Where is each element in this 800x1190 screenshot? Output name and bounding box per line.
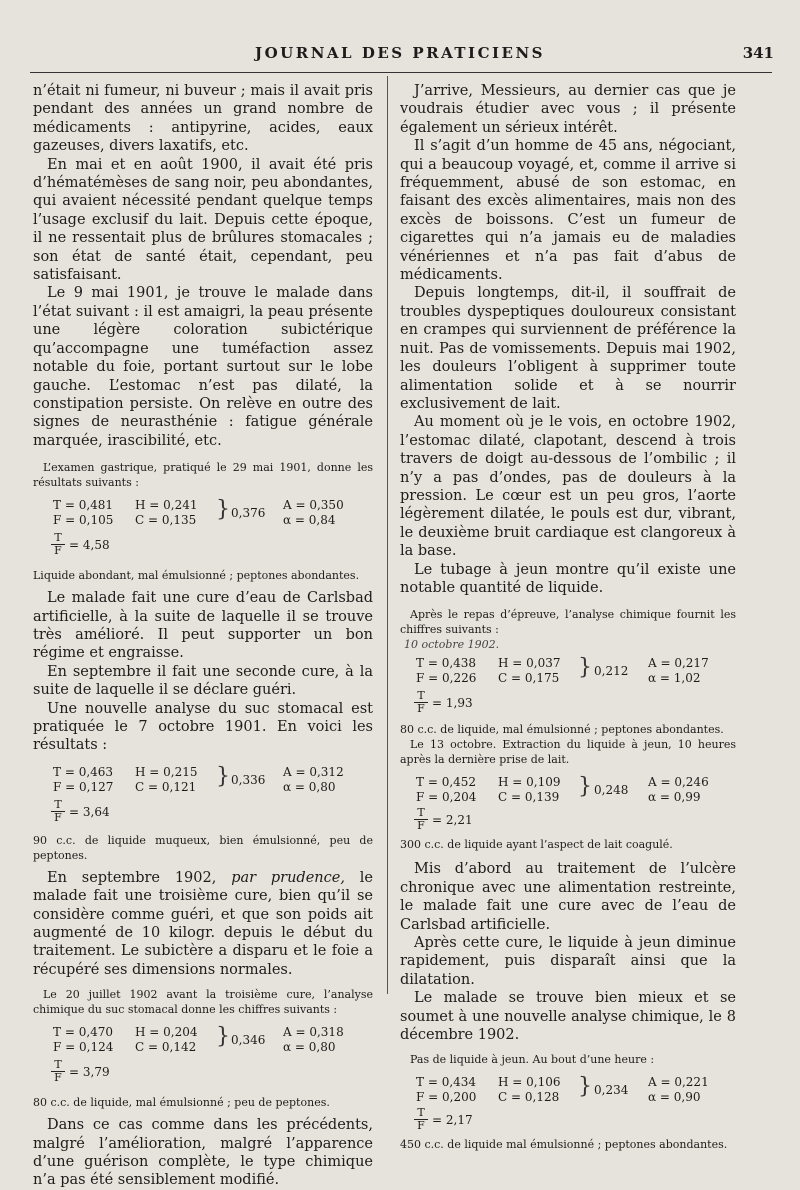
value-ratio: = 3,79 (69, 1065, 110, 1080)
value-F: F = 0,127 (53, 779, 114, 794)
value-C: C = 0,139 (498, 790, 560, 805)
value-T: T = 0,434 (416, 1075, 477, 1090)
column-divider (387, 76, 388, 994)
analysis-intro: L’examen gastrique, pratiqué le 29 mai 1901, donne les résultats suivants : (33, 461, 373, 490)
paragraph: Il s’agit d’un homme de 45 ans, négociant, qui a beaucoup voyagé, et, comme il arrive si fréquemment, abusé de son estomac, en faisant des excès alimentaires, mais non des excès de boissons. C’est un fumeur de cigarettes qui n’a jamais eu de maladies vénériennes et n’a pas fait d’abus de médicaments. (400, 138, 736, 284)
value-F: F = 0,105 (53, 513, 114, 528)
value-C: C = 0,175 (498, 671, 560, 686)
journal-title: JOURNAL DES PRATICIENS (255, 44, 545, 62)
analysis-formula: T = 0,434 F = 0,200 H = 0,106 C = 0,128 } 0,234 A = 0,221 α = 0,90 $\frac{T}{F}$ = 2,17 (416, 1074, 709, 1133)
value-C: C = 0,142 (135, 1040, 197, 1055)
analysis-intro: Le 13 octobre. Extraction du liquide à jeun, 10 heures après la dernière prise de lait. (400, 738, 736, 767)
paragraph: Une nouvelle analyse du suc stomacal est pratiquée le 7 octobre 1901. En voici les résultats : (33, 700, 373, 754)
value-T: T = 0,438 (416, 656, 477, 671)
value-ratio: = 2,21 (432, 813, 473, 828)
paragraph: En septembre il fait une seconde cure, à la suite de laquelle il se déclare guéri. (33, 663, 373, 699)
value-alpha: α = 0,80 (283, 779, 336, 794)
value-F: F = 0,200 (416, 1090, 477, 1105)
value-T: T = 0,463 (53, 764, 114, 779)
paragraph: Le 9 mai 1901, je trouve le malade dans l’état suivant : il est amaigri, la peau présente une légère coloration subictérique qu’accompagne une tuméfaction assez notable du foie, portant surtout sur le lobe gauche. L’estomac n’est pas dilaté, la constipation persiste. On relève en outre des signes de neurasthénie : fatigue générale marquée, irascibilité, etc. (33, 285, 373, 449)
value-ratio: = 1,93 (432, 696, 473, 711)
running-header (26, 44, 774, 66)
value-A: A = 0,318 (283, 1025, 344, 1040)
paragraph: En mai et en août 1900, il avait été pris d’hématémèses de sang noir, peu abondantes, qui avaient nécessité pendant quelque temps l’usage exclusif du lait. Depuis cette époque, il ne ressentait plus de brûlures stomacales ; son état de santé était, cependant, peu satisfaisant. (33, 156, 373, 284)
paragraph: En septembre 1902, par prudence, le malade fait une troisième cure, bien qu’il se considère comme guéri, et que son poids ait augmenté de 10 kilogr. depuis le début du traitement. Le subictère a disparu et le foie a récupéré ses dimensions normales. (33, 869, 373, 978)
paragraph: Après cette cure, le liquide à jeun diminue rapidement, puis disparaît ainsi que la dilatation. (400, 935, 736, 988)
analysis-formula: T = 0,438 F = 0,226 H = 0,037 C = 0,175 } 0,212 A = 0,217 α = 1,02 $\frac{T}{F}$ = 1,93 (416, 655, 709, 716)
analysis-intro: Pas de liquide à jeun. Au bout d’une heure : (410, 1053, 655, 1067)
analysis-caption: 80 c.c. de liquide, mal émulsionné ; peptones abondantes. (400, 723, 724, 737)
value-sum: 0,336 (231, 772, 266, 787)
value-sum: 0,346 (231, 1033, 266, 1048)
value-alpha: α = 0,84 (283, 513, 336, 528)
analysis-formula: T = 0,481 F = 0,105 H = 0,241 C = 0,135 } 0,376 A = 0,350 α = 0,84 $\frac{T}{F}$ = 4,58 (53, 497, 344, 558)
paragraph: Mis d’abord au traitement de l’ulcère chronique avec une alimentation restreinte, le malade fait une cure avec de l’eau de Carlsbad artificielle. (400, 861, 736, 933)
paragraph: Le malade se trouve bien mieux et se soumet à une nouvelle analyse chimique, le 8 décembre 1902. (400, 990, 736, 1044)
left-column (33, 82, 373, 1190)
value-ratio: = 2,17 (432, 1113, 473, 1128)
fraction-T-over-F: $\frac{T}{F}$ (414, 1107, 428, 1132)
value-sum: 0,234 (594, 1083, 629, 1098)
right-column (400, 82, 736, 1152)
value-H: H = 0,241 (135, 498, 198, 513)
value-H: H = 0,106 (498, 1075, 561, 1090)
analysis-caption: 80 c.c. de liquide, mal émulsionné ; peu de peptones. (33, 1096, 330, 1110)
paragraph: n’était ni fumeur, ni buveur ; mais il avait pris pendant des années un grand nombre de médicaments : antipyrine, acides, eaux gazeuses, divers laxatifs, etc. (33, 83, 373, 155)
analysis-caption: 450 c.c. de liquide mal émulsionné ; peptones abondantes. (400, 1138, 728, 1152)
analysis-caption: 90 c.c. de liquide muqueux, bien émulsionné, peu de peptones. (33, 833, 373, 862)
analysis-intro: Le 20 juillet 1902 avant la troisième cure, l’analyse chimique du suc stomacal donne les chiffres suivants : (33, 988, 373, 1017)
value-A: A = 0,246 (648, 775, 709, 790)
value-ratio: = 3,64 (69, 804, 110, 819)
fraction-T-over-F: $\frac{T}{F}$ (51, 1059, 65, 1084)
paragraph: Le tubage à jeun montre qu’il existe une notable quantité de liquide. (400, 561, 736, 596)
paragraph: Au moment où je le vois, en octobre 1902, l’estomac dilaté, clapotant, descend à trois travers de doigt au-dessous de l’ombilic ; il n’y a pas d’ondes, pas de douleurs à la pression. Le cœur est un peu gros, l’aorte légèrement dilatée, le pouls est dur, vibrant, le deuxième bruit cardiaque est clangoreux à la base. (400, 414, 736, 560)
header-rule (30, 72, 772, 73)
paragraph: J’arrive, Messieurs, au dernier cas que je voudrais étudier avec vous ; il présente également un sérieux intérêt. (400, 83, 736, 136)
value-A: A = 0,350 (283, 498, 344, 513)
value-C: C = 0,121 (135, 779, 197, 794)
value-sum: 0,376 (231, 506, 266, 521)
fraction-T-over-F: $\frac{T}{F}$ (414, 690, 428, 715)
value-F: F = 0,204 (416, 790, 477, 805)
value-alpha: α = 0,99 (648, 790, 701, 805)
value-F: F = 0,226 (416, 671, 477, 686)
paragraph: Dans ce cas comme dans les précédents, malgré l’amélioration, malgré l’apparence d’une guérison complète, le type chimique n’a pas été sensiblement modifié. (33, 1117, 373, 1189)
value-H: H = 0,215 (135, 764, 198, 779)
fraction-T-over-F: $\frac{T}{F}$ (414, 807, 428, 832)
paragraph: Le malade fait une cure d’eau de Carlsbad artificielle, à la suite de laquelle il se trouve très amélioré. Il peut supporter un bon régime et engraisse. (33, 590, 373, 662)
value-H: H = 0,204 (135, 1025, 198, 1040)
analysis-intro: Après le repas d’épreuve, l’analyse chimique fournit les chiffres suivants : (400, 608, 736, 637)
value-T: T = 0,481 (53, 498, 114, 513)
page-number: 341 (742, 44, 774, 62)
analysis-caption: Liquide abondant, mal émulsionné ; peptones abondantes. (33, 569, 360, 583)
value-H: H = 0,109 (498, 775, 561, 790)
value-C: C = 0,128 (498, 1090, 560, 1105)
value-T: T = 0,452 (416, 775, 477, 790)
analysis-formula: T = 0,463 F = 0,127 H = 0,215 C = 0,121 } 0,336 A = 0,312 α = 0,80 $\frac{T}{F}$ = 3,64 (53, 763, 344, 824)
value-T: T = 0,470 (53, 1025, 114, 1040)
fraction-T-over-F: $\frac{T}{F}$ (51, 799, 65, 824)
value-alpha: α = 1,02 (648, 671, 701, 686)
analysis-date: 10 octobre 1902. (404, 638, 500, 652)
value-alpha: α = 0,90 (648, 1090, 701, 1105)
value-H: H = 0,037 (498, 656, 561, 671)
value-ratio: = 4,58 (69, 538, 110, 553)
value-F: F = 0,124 (53, 1040, 114, 1055)
analysis-caption: 300 c.c. de liquide ayant l’aspect de lait coagulé. (400, 838, 673, 852)
value-alpha: α = 0,80 (283, 1040, 336, 1055)
value-A: A = 0,217 (648, 656, 709, 671)
value-A: A = 0,312 (283, 764, 344, 779)
paragraph: Depuis longtemps, dit-il, il souffrait de troubles dyspeptiques douloureux consistant en crampes qui surviennent de préférence la nuit. Pas de vomissements. Depuis mai 1902, les douleurs l’obligent à supprimer toute alimentation solide et à se nourrir exclusivement de lait. (400, 285, 736, 412)
analysis-formula: T = 0,452 F = 0,204 H = 0,109 C = 0,139 } 0,248 A = 0,246 α = 0,99 $\frac{T}{F}$ = 2,21 (416, 774, 709, 833)
value-sum: 0,212 (594, 664, 629, 679)
analysis-formula: T = 0,470 F = 0,124 H = 0,204 C = 0,142 } 0,346 A = 0,318 α = 0,80 $\frac{T}{F}$ = 3,79 (53, 1024, 344, 1085)
fraction-T-over-F: $\frac{T}{F}$ (51, 532, 65, 557)
value-sum: 0,248 (594, 783, 629, 798)
value-C: C = 0,135 (135, 513, 197, 528)
value-A: A = 0,221 (648, 1075, 709, 1090)
